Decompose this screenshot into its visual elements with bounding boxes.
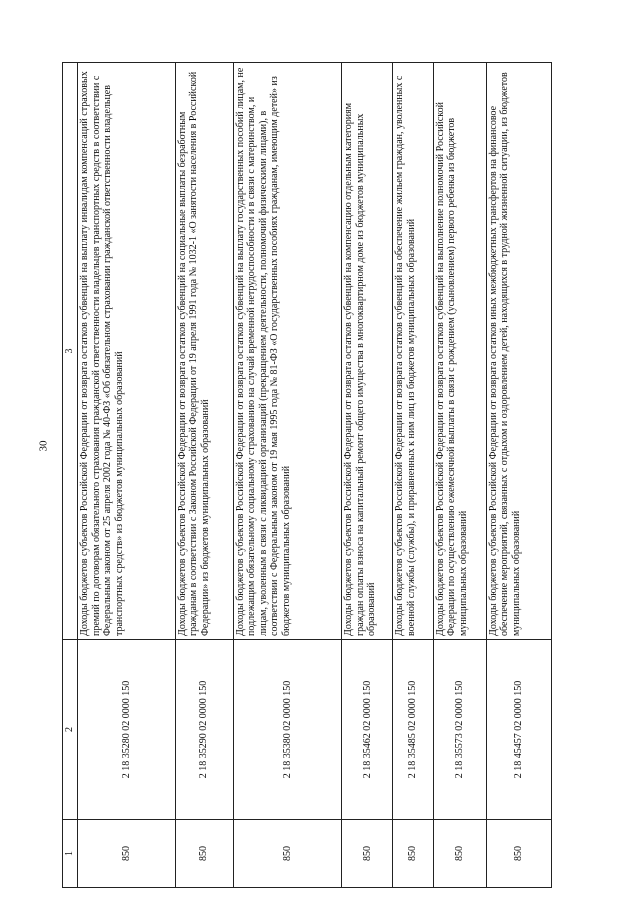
admin-code-cell: 850 (233, 820, 342, 888)
table-container (62, 62, 552, 888)
budget-code-cell: 2 18 35290 02 0000 150 (175, 640, 233, 820)
description-cell: Доходы бюджетов субъектов Российской Федерации от возврата остатков субвенций на социальные выплаты безработным гражданам в соответствии с Законом Российской Федерации от 19 апреля 1991 года № 1032-1 «О занятости населения в Российской Федерации» из бюджетов муниципальных образований (175, 63, 233, 640)
table-row (342, 63, 393, 888)
budget-code-cell: 2 18 35573 02 0000 150 (433, 640, 486, 820)
admin-code-cell: 850 (393, 820, 434, 888)
admin-code-cell: 850 (78, 820, 176, 888)
budget-code-cell: 2 18 35280 02 0000 150 (78, 640, 176, 820)
admin-code-cell: 850 (486, 820, 551, 888)
header-row (63, 63, 78, 888)
description-cell: Доходы бюджетов субъектов Российской Федерации от возврата остатков субвенций на компенсацию отдельным категориям граждан оплаты взноса на капитальный ремонт общего имущества в многоквартирном доме из бюджетов муниципальных образований (342, 63, 393, 640)
table-row (433, 63, 486, 888)
budget-code-cell: 2 18 35462 02 0000 150 (342, 640, 393, 820)
page-number: 30 (37, 440, 50, 452)
description-cell: Доходы бюджетов субъектов Российской Федерации от возврата остатков иных межбюджетных трансфертов на финансовое обеспечение мероприятий, связанных с отдыхом и оздоровлением детей, находящихся в трудной жизненной ситуации, из бюджетов муниципальных образований (486, 63, 551, 640)
admin-code-cell: 850 (175, 820, 233, 888)
header-cell-1: 1 (63, 820, 78, 888)
description-cell: Доходы бюджетов субъектов Российской Федерации от возврата остатков субвенций на обеспечение жильем граждан, уволенных с военной службы (службы), и приравненных к ним лиц из бюджетов муниципальных образований (393, 63, 434, 640)
description-cell: Доходы бюджетов субъектов Российской Федерации от возврата остатков субвенций на выплату инвалидам компенсаций страховых премий по договорам обязательного страхования гражданской ответственности владельцев транспортных средств в соответствии с Федеральным законом от 25 апреля 2002 года № 40-ФЗ «Об обязательном страховании гражданской ответственности владельцев транспортных средств» из бюджетов муниципальных образований (78, 63, 176, 640)
header-cell-3: 3 (63, 63, 78, 640)
admin-code-cell: 850 (433, 820, 486, 888)
table-row (175, 63, 233, 888)
table-row (486, 63, 551, 888)
budget-code-cell: 2 18 35485 02 0000 150 (393, 640, 434, 820)
revenue-codes-table (62, 62, 552, 888)
table-row (233, 63, 342, 888)
description-cell: Доходы бюджетов субъектов Российской Федерации от возврата остатков субвенций на выплату государственных пособий лицам, не подлежащим обязательному социальному страхованию на случай временной нетрудоспособности и в связи с материнством, и лицам, уволенным в связи с ликвидацией организаций (прекращением деятельности, полномочий физическими лицами), в соответствии с Федеральным законом от 19 мая 1995 года № 81-ФЗ «О государственных пособиях гражданам, имеющим детей» из бюджетов муниципальных образований (233, 63, 342, 640)
table-row (393, 63, 434, 888)
table-row (78, 63, 176, 888)
rotated-table-frame (62, 62, 552, 888)
budget-code-cell: 2 18 35380 02 0000 150 (233, 640, 342, 820)
budget-code-cell: 2 18 45457 02 0000 150 (486, 640, 551, 820)
admin-code-cell: 850 (342, 820, 393, 888)
header-cell-2: 2 (63, 640, 78, 820)
description-cell: Доходы бюджетов субъектов Российской Федерации от возврата остатков субвенций на выполнение полномочий Российской Федерации по осуществлению ежемесячной выплаты в связи с рождением (усыновлением) первого ребенка из бюджетов муниципальных образований (433, 63, 486, 640)
